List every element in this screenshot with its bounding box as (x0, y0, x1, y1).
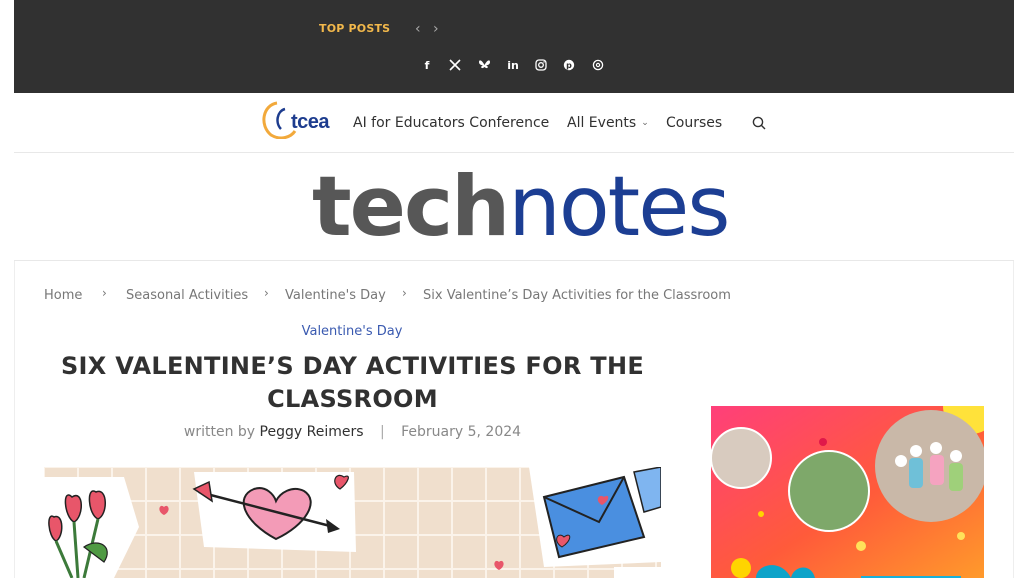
main-navigation (14, 93, 1014, 153)
sidebar-advertisement[interactable] (711, 406, 984, 578)
article-featured-image (44, 467, 661, 578)
logo-text[interactable]: tcea (291, 111, 330, 133)
chevron-down-icon: ⌄ (641, 118, 649, 128)
next-post-arrow-icon[interactable]: › (433, 21, 439, 37)
nav-item-ai-for-educators-conference[interactable]: AI for Educators Conference (353, 115, 550, 131)
author-link[interactable]: Peggy Reimers (259, 424, 364, 440)
search-icon[interactable] (752, 116, 766, 130)
svg-text:p: p (566, 61, 572, 70)
breadcrumb-seasonal-activities[interactable]: Seasonal Activities (126, 288, 249, 303)
publish-date: February 5, 2024 (401, 424, 522, 440)
breadcrumb-home[interactable]: Home (44, 288, 83, 303)
linkedin-icon[interactable]: in (507, 58, 519, 72)
byline-prefix: written by (183, 424, 256, 440)
byline-divider: | (379, 424, 385, 440)
brand-notes: notes (508, 158, 729, 255)
breadcrumb-current-page: Six Valentine’s Day Activities for the Classroom (423, 288, 731, 303)
instagram-icon[interactable] (532, 55, 550, 75)
chevron-right-icon: › (402, 286, 407, 300)
chevron-right-icon: › (264, 286, 269, 300)
article-title: SIX VALENTINE’S DAY ACTIVITIES FOR THE CLASSROOM (60, 352, 645, 413)
bluesky-icon[interactable] (475, 55, 493, 75)
nav-item-courses[interactable]: Courses (666, 115, 723, 131)
pinterest-icon[interactable] (560, 55, 578, 75)
top-bar (14, 0, 1014, 93)
previous-post-arrow-icon[interactable]: ‹ (415, 21, 421, 37)
masthead (14, 153, 1014, 261)
article-byline (44, 424, 661, 440)
nav-item-all-events[interactable] (567, 115, 649, 131)
top-posts-label: TOP POSTS (319, 22, 391, 35)
threads-icon[interactable] (589, 55, 607, 75)
breadcrumb-valentines-day[interactable]: Valentine's Day (285, 288, 386, 303)
x-icon[interactable] (446, 55, 464, 75)
nav-item-label: All Events (567, 115, 637, 131)
article-category-link[interactable]: Valentine's Day (301, 324, 403, 339)
brand-tech: tech (312, 158, 509, 255)
chevron-right-icon: › (102, 286, 107, 300)
facebook-icon[interactable]: f (424, 58, 430, 72)
site-brand-logo[interactable] (312, 157, 729, 257)
